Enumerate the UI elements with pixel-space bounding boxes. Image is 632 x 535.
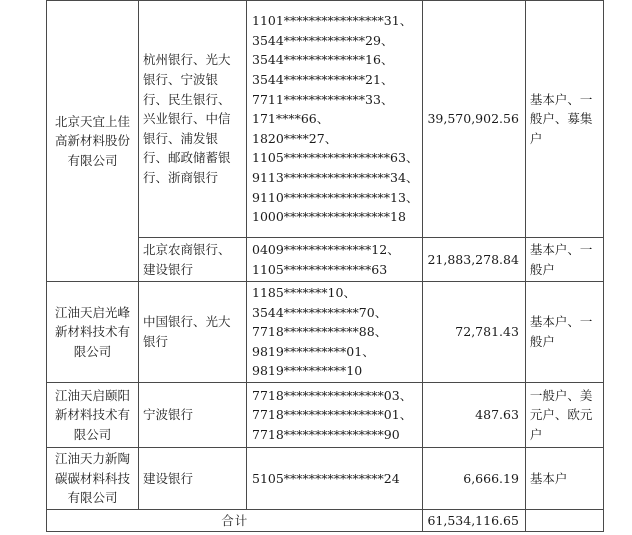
accounts-cell <box>247 448 423 510</box>
account-number: 1185*******10、 <box>252 285 356 301</box>
account-number: 5105****************24 <box>252 470 400 486</box>
balance-cell: 6,666.19 <box>423 448 525 510</box>
account-number: 1000*****************18 <box>252 209 406 225</box>
account-type-cell <box>525 282 603 383</box>
accounts-cell <box>247 282 423 383</box>
accounts-cell <box>247 383 423 448</box>
banks-cell <box>139 1 247 238</box>
account-number: 7711*************33、 <box>252 91 394 107</box>
company-line: 北京天宜上佳 <box>54 113 130 129</box>
bank-line: 银行、浦发银 <box>143 130 219 146</box>
company-line: 新材料技术有 <box>54 407 130 423</box>
banks-cell <box>139 383 247 448</box>
account-type-line: 户 <box>529 426 543 442</box>
accounts-cell <box>247 1 423 238</box>
account-type-cell <box>525 448 603 510</box>
total-row <box>47 510 604 532</box>
company-line: 江油天启光峰 <box>54 304 130 320</box>
company-line: 限公司 <box>73 426 112 442</box>
table-row <box>47 1 604 238</box>
account-number: 1105*****************63、 <box>252 150 419 166</box>
accounts-cell <box>247 238 423 282</box>
account-type-line: 基本户、一 <box>529 91 593 107</box>
bank-line: 银行 <box>143 334 169 349</box>
company-cell <box>47 1 139 282</box>
account-number: 3544*************21、 <box>252 72 394 88</box>
banks-cell <box>139 448 247 510</box>
banks-cell <box>139 282 247 383</box>
bank-line: 兴业银行、中信 <box>143 111 231 127</box>
account-type-line: 户 <box>529 130 543 146</box>
total-label: 合计 <box>47 510 423 532</box>
account-type-line: 般户 <box>529 261 555 277</box>
company-line: 有限公司 <box>67 490 118 506</box>
account-type-line: 般户、募集 <box>529 111 593 127</box>
bank-line: 行、民生银行、 <box>143 91 231 107</box>
bank-accounts-table <box>46 0 604 532</box>
account-type-cell <box>525 1 603 238</box>
company-cell <box>47 448 139 510</box>
account-type-line: 般户 <box>529 334 555 349</box>
balance-cell: 21,883,278.84 <box>423 238 525 282</box>
company-cell <box>47 282 139 383</box>
account-number: 1820****27、 <box>252 130 338 146</box>
account-number: 9819**********10 <box>252 363 363 379</box>
account-type-line: 基本户 <box>529 470 568 486</box>
account-number: 7718****************01、 <box>252 407 413 423</box>
account-number: 0409**************12、 <box>252 241 400 257</box>
total-balance: 61,534,116.65 <box>423 510 525 532</box>
bank-line: 建设银行 <box>143 470 194 486</box>
account-number: 1105**************63 <box>252 261 388 277</box>
company-line: 新材料技术有 <box>54 324 130 340</box>
account-number: 9110*****************13、 <box>252 189 419 205</box>
company-line: 有限公司 <box>67 152 118 168</box>
company-line: 限公司 <box>73 343 112 359</box>
account-type-line: 基本户、一 <box>529 241 593 257</box>
company-line: 江油天力新陶 <box>54 451 130 467</box>
bank-line: 建设银行 <box>143 261 194 277</box>
account-number: 7718************88、 <box>252 324 388 340</box>
company-line: 江油天启颐阳 <box>54 387 130 403</box>
balance-cell: 72,781.43 <box>423 282 525 383</box>
company-line: 高新材料股份 <box>54 133 130 149</box>
account-type-line: 一般户、美 <box>529 387 593 403</box>
bank-line: 北京农商银行、 <box>143 241 231 257</box>
account-type-cell <box>525 383 603 448</box>
table-row <box>47 282 604 383</box>
account-number: 9819**********01、 <box>252 343 375 359</box>
company-line: 碳碳材料科技 <box>54 470 130 486</box>
account-number: 1101****************31、 <box>252 13 413 29</box>
bank-line: 行、浙商银行 <box>143 169 219 185</box>
table-row <box>47 383 604 448</box>
company-cell <box>47 383 139 448</box>
account-number: 7718****************90 <box>252 426 400 442</box>
banks-cell <box>139 238 247 282</box>
account-number: 171****66、 <box>252 111 330 127</box>
balance-cell: 487.63 <box>423 383 525 448</box>
balance-cell: 39,570,902.56 <box>423 1 525 238</box>
bank-line: 银行、宁波银 <box>143 72 219 88</box>
account-type-line: 元户、欧元 <box>529 407 593 423</box>
bank-line: 宁波银行 <box>143 407 194 423</box>
table-row <box>47 448 604 510</box>
account-number: 7718****************03、 <box>252 387 413 403</box>
bank-line: 中国银行、光大 <box>143 314 231 330</box>
total-type-cell <box>525 510 603 532</box>
account-number: 3544*************16、 <box>252 52 394 68</box>
bank-line: 杭州银行、光大 <box>143 52 231 68</box>
account-type-line: 基本户、一 <box>529 314 593 330</box>
account-type-cell <box>525 238 603 282</box>
account-number: 9113*****************34、 <box>252 169 419 185</box>
account-number: 3544************70、 <box>252 304 388 320</box>
bank-line: 行、邮政储蓄银 <box>143 150 231 166</box>
account-number: 3544*************29、 <box>252 32 394 48</box>
